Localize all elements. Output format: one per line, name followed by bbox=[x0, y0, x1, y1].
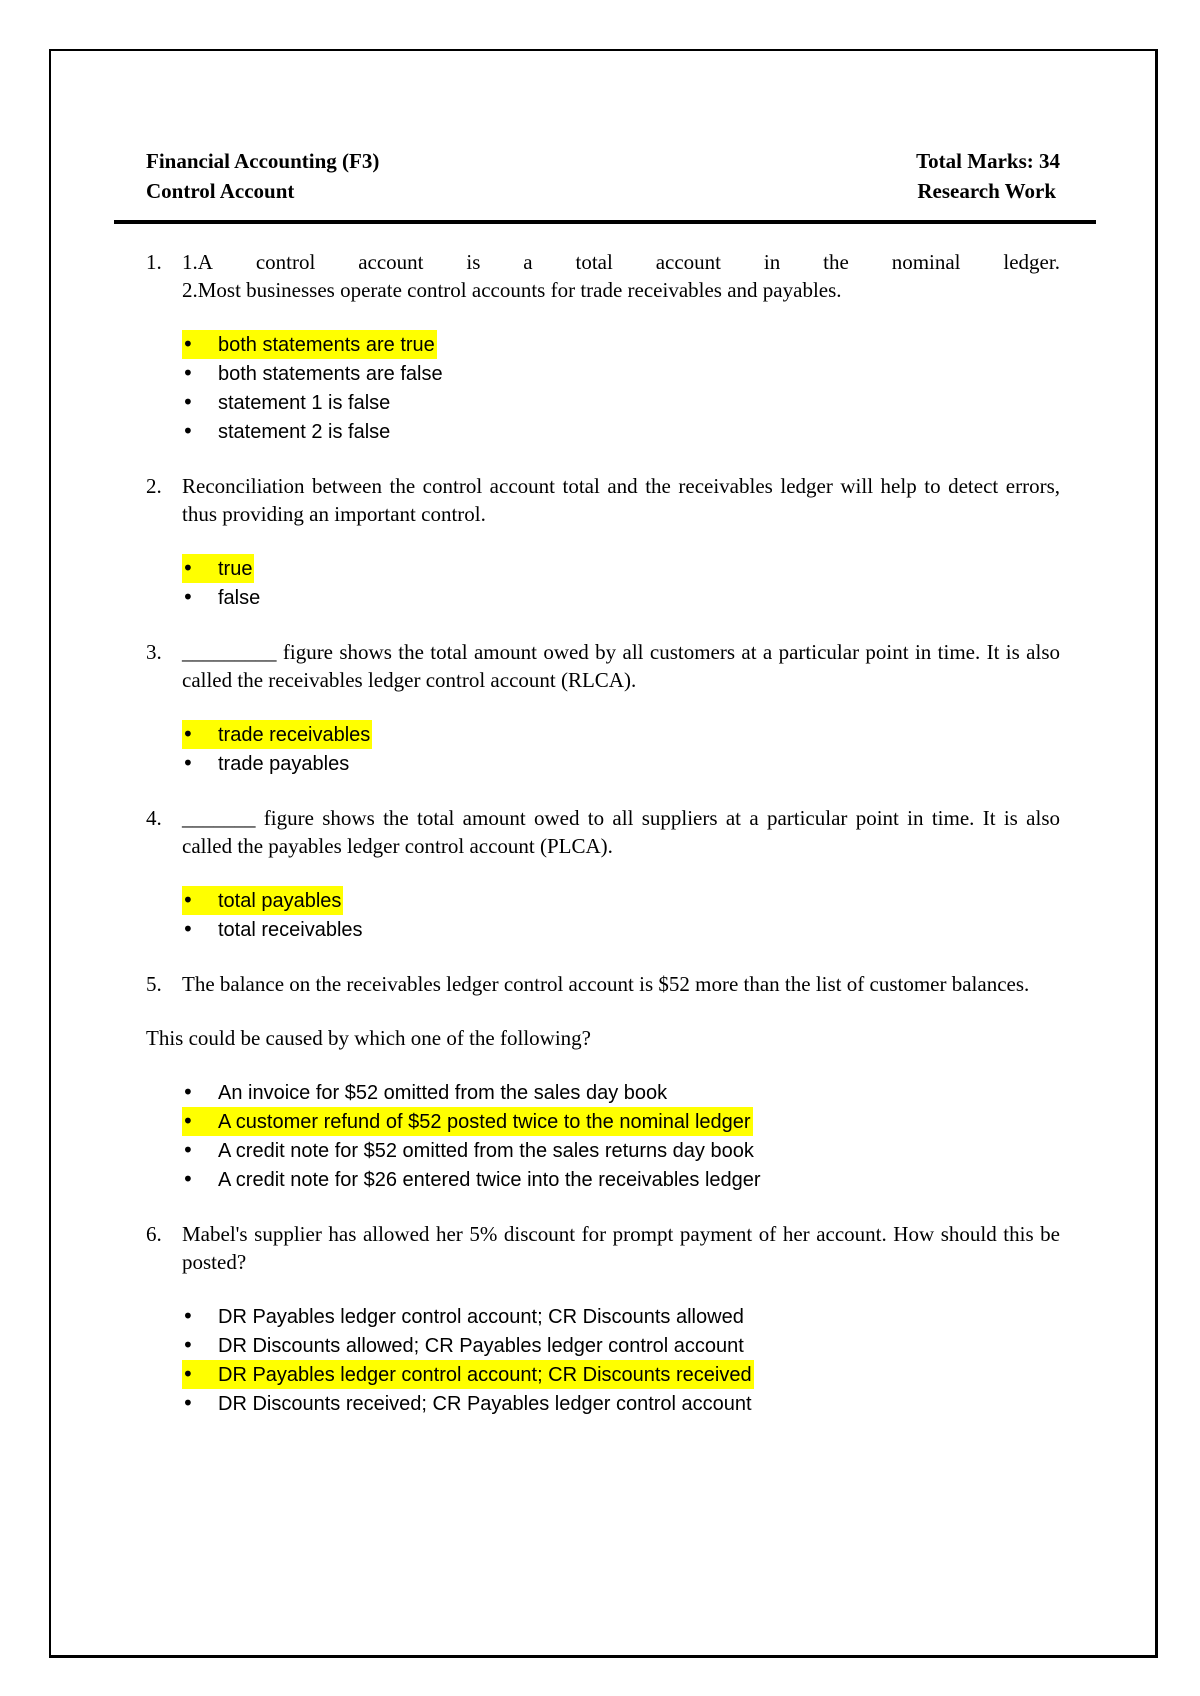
question-5 bbox=[146, 970, 1060, 998]
option-item[interactable]: • statement 1 is false bbox=[182, 390, 391, 414]
option-item[interactable]: • DR Payables ledger control account; CR Discounts allowed bbox=[182, 1304, 744, 1328]
topic-title: Control Account bbox=[146, 179, 295, 203]
bullet-icon: • bbox=[182, 1109, 194, 1133]
answer-highlighted: total payables bbox=[218, 890, 342, 912]
option-item[interactable]: • trade payables bbox=[182, 751, 350, 775]
answer-highlighted: trade receivables bbox=[218, 724, 371, 746]
question-number: 3. bbox=[146, 640, 162, 664]
option-item[interactable] bbox=[182, 554, 1060, 583]
bullet-icon: • bbox=[182, 1167, 194, 1191]
question-2-text: Reconciliation between the control account total and the receivables ledger will help to detect errors, thus providing an important control. bbox=[182, 474, 1060, 526]
bullet-icon: • bbox=[182, 1333, 194, 1357]
question-5-followup: This could be caused by which one of the following? bbox=[146, 1026, 591, 1050]
bullet-icon: • bbox=[182, 888, 194, 912]
option-item[interactable]: • A credit note for $26 entered twice into the receivables ledger bbox=[182, 1167, 761, 1191]
bullet-icon: • bbox=[182, 390, 194, 414]
question-1 bbox=[146, 248, 1060, 304]
option-item[interactable]: • An invoice for $52 omitted from the sales day book bbox=[182, 1080, 668, 1104]
bullet-icon: • bbox=[182, 1362, 194, 1386]
question-number: 2. bbox=[146, 474, 162, 498]
question-number: 4. bbox=[146, 806, 162, 830]
answer-highlighted: true bbox=[218, 558, 253, 580]
question-6-text: Mabel's supplier has allowed her 5% discount for prompt payment of her account. How should this be posted? bbox=[182, 1222, 1060, 1274]
question-4-options bbox=[146, 886, 1060, 944]
option-item[interactable]: • false bbox=[182, 585, 261, 609]
document-header bbox=[146, 146, 1060, 206]
answer-highlighted: A customer refund of $52 posted twice to the nominal ledger bbox=[218, 1111, 751, 1133]
question-6 bbox=[146, 1220, 1060, 1276]
bullet-icon: • bbox=[182, 361, 194, 385]
bullet-icon: • bbox=[182, 585, 194, 609]
option-item[interactable]: • total receivables bbox=[182, 917, 363, 941]
option-item[interactable] bbox=[182, 720, 1060, 749]
question-3-options bbox=[146, 720, 1060, 778]
bullet-icon: • bbox=[182, 751, 194, 775]
question-1-statement-2: 2.Most businesses operate control accounts for trade receivables and payables. bbox=[182, 278, 842, 302]
option-item[interactable]: • statement 2 is false bbox=[182, 419, 391, 443]
option-item[interactable]: • DR Discounts allowed; CR Payables ledger control account bbox=[182, 1333, 744, 1357]
bullet-icon: • bbox=[182, 1304, 194, 1328]
answer-highlighted: DR Payables ledger control account; CR Discounts received bbox=[218, 1364, 752, 1386]
course-title: Financial Accounting (F3) bbox=[146, 149, 380, 173]
question-3-text: _________ figure shows the total amount owed by all customers at a particular point in time. It is also called the receivables ledger control account (RLCA). bbox=[182, 640, 1060, 692]
question-2 bbox=[146, 472, 1060, 528]
bullet-icon: • bbox=[182, 1391, 194, 1415]
option-item[interactable] bbox=[182, 1360, 1060, 1389]
bullet-icon: • bbox=[182, 917, 194, 941]
bullet-icon: • bbox=[182, 1080, 194, 1104]
question-1-options bbox=[146, 330, 1060, 446]
question-4 bbox=[146, 804, 1060, 860]
bullet-icon: • bbox=[182, 332, 194, 356]
question-5-options bbox=[146, 1078, 1060, 1194]
question-4-text: _______ figure shows the total amount owed to all suppliers at a particular point in time. It is also called the payables ledger control account (PLCA). bbox=[182, 806, 1060, 858]
option-item[interactable] bbox=[182, 1107, 1060, 1136]
question-number: 5. bbox=[146, 972, 162, 996]
question-2-options bbox=[146, 554, 1060, 612]
question-number: 1. bbox=[146, 250, 162, 274]
total-marks: Total Marks: 34 bbox=[916, 149, 1060, 173]
question-5-text: The balance on the receivables ledger control account is $52 more than the list of customer balances. bbox=[182, 972, 1030, 996]
answer-highlighted: both statements are true bbox=[218, 334, 435, 356]
work-type: Research Work bbox=[917, 179, 1056, 203]
question-1-statement-line: 1.A control account is a total account in the nominal ledger. bbox=[182, 250, 1060, 274]
option-item[interactable]: • DR Discounts received; CR Payables ledger control account bbox=[182, 1391, 752, 1415]
header-divider bbox=[114, 220, 1096, 224]
bullet-icon: • bbox=[182, 722, 194, 746]
bullet-icon: • bbox=[182, 419, 194, 443]
question-6-options bbox=[146, 1302, 1060, 1418]
question-number: 6. bbox=[146, 1222, 162, 1246]
bullet-icon: • bbox=[182, 1138, 194, 1162]
question-3 bbox=[146, 638, 1060, 694]
option-item[interactable]: • A credit note for $52 omitted from the sales returns day book bbox=[182, 1138, 754, 1162]
question-list bbox=[146, 248, 1060, 1418]
option-item[interactable] bbox=[182, 330, 1060, 359]
option-item[interactable]: • both statements are false bbox=[182, 361, 443, 385]
bullet-icon: • bbox=[182, 556, 194, 580]
option-item[interactable] bbox=[182, 886, 1060, 915]
